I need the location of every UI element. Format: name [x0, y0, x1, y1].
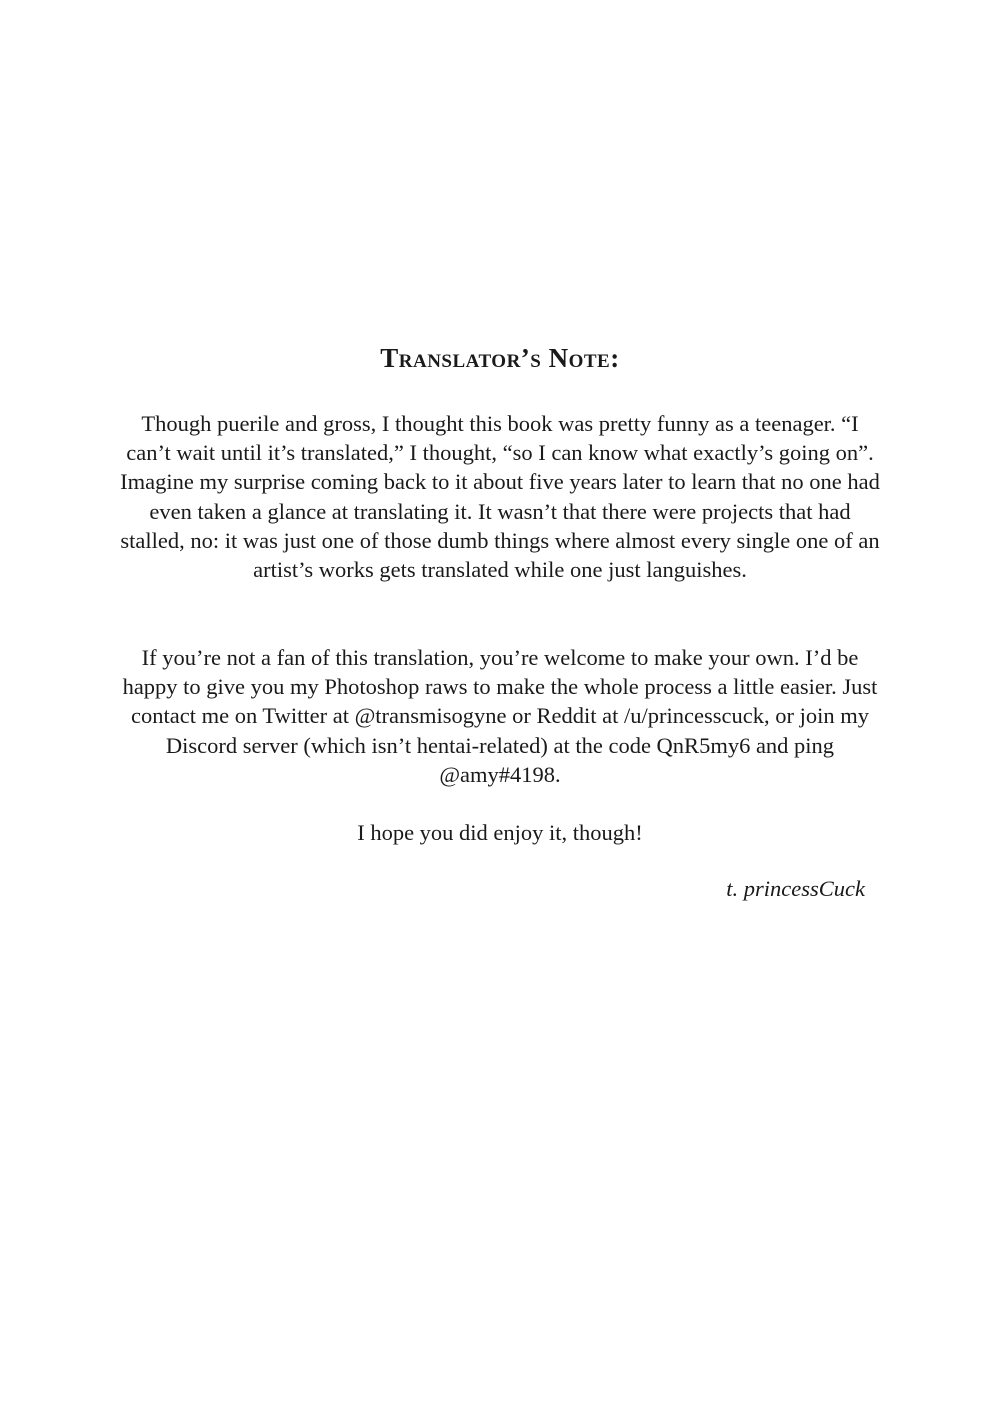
signature: t. princessCuck [726, 876, 865, 901]
note-paragraph-2: If you’re not a fan of this translation, you’re welcome to make your own. I’d be happy to give you my Photoshop raws to make the whole process a little easier. Just contact me on Twitter at @transmisogyne or Reddit at /u/princesscuck, or join my Discord server (which isn’t hentai-related) at the code QnR5my6 and ping @amy#4198. [122, 645, 878, 787]
note-title: Translator’s Note: [380, 343, 620, 373]
note-paragraph-3: I hope you did enjoy it, though! [357, 820, 643, 845]
note-paragraph-1: Though puerile and gross, I thought this book was pretty funny as a teenager. “I can’t wait until it’s translated,” I thought, “so I can know what exactly’s going on”. Imagine my surprise coming back to it about five years later to learn that no one had even taken a glance at translating it. It wasn’t that there were projects that had stalled, no: it was just one of those dumb things where almost every single one of an artist’s works gets translated while one just languishes. [120, 411, 880, 583]
